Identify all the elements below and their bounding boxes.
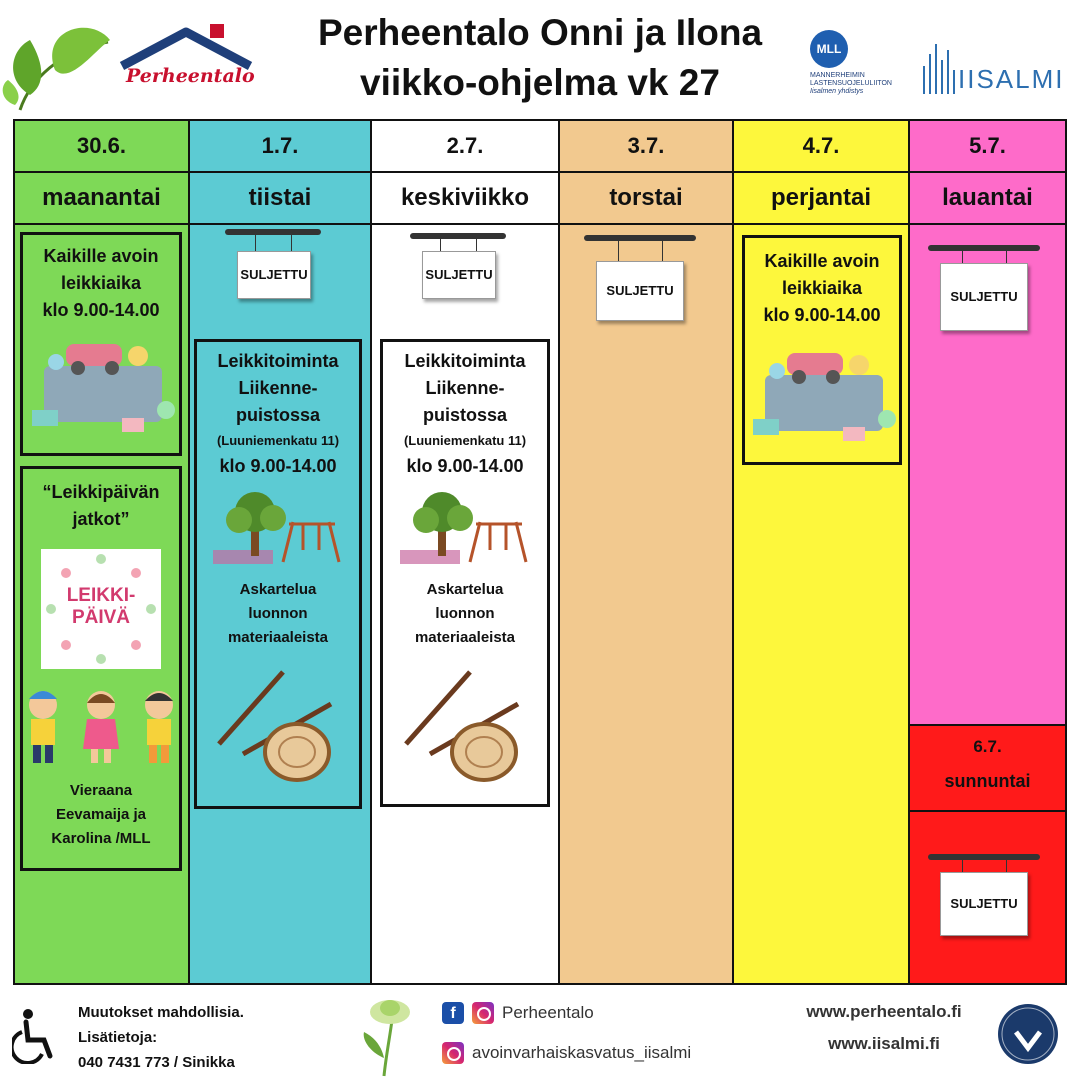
guest-line: Vieraana [69, 782, 133, 799]
instagram-link[interactable] [442, 1042, 691, 1064]
day-column-saturday [910, 121, 1065, 983]
schedule-grid [13, 119, 1067, 985]
closed-label: SULJETTU [422, 251, 496, 299]
facebook-icon: f [442, 1002, 464, 1024]
guest-line: Eevamaija ja [55, 806, 147, 823]
page-title [270, 8, 810, 108]
traffic-park-address: (Luuniemenkatu 11) [216, 433, 340, 448]
branch-log-icon [213, 664, 343, 784]
closed-label: SULJETTU [237, 251, 311, 299]
day-date: 1.7. [190, 121, 370, 173]
traffic-park-time: klo 9.00-14.00 [219, 456, 337, 476]
traffic-park-time: klo 9.00-14.00 [406, 456, 524, 476]
tree-swing-icon [213, 488, 343, 568]
mll-line-2: LASTENSUOJELULIITON [810, 80, 892, 87]
traffic-park-box [194, 339, 362, 809]
traffic-park-title: Leikkitoiminta [404, 351, 526, 371]
title-line-2: viikko-ohjelma vk 27 [360, 62, 720, 103]
contact-line: Lisätietoja: [78, 1029, 158, 1046]
badge-icon [998, 1004, 1058, 1064]
url-iisalmi[interactable]: www.iisalmi.fi [828, 1034, 940, 1053]
tree-swing-icon [400, 488, 530, 568]
sunday-cell [910, 724, 1065, 983]
instagram-label: avoinvarhaiskasvatus_iisalmi [472, 1043, 692, 1062]
closed-sign [928, 245, 1040, 335]
leikkipaiva-line: LEIKKI- [66, 585, 136, 606]
facebook-link[interactable] [442, 1002, 594, 1024]
iisalmi-word: IISALMI [958, 64, 1065, 94]
traffic-park-title: Liikenne- [238, 378, 318, 398]
day-date: 2.7. [372, 121, 558, 173]
toy-box-icon [26, 326, 176, 436]
url-perheentalo[interactable]: www.perheentalo.fi [806, 1002, 962, 1021]
leikkipaiva-logo [41, 549, 161, 669]
branch-log-icon [400, 664, 530, 784]
closed-sign [928, 854, 1040, 944]
mll-line-1: MANNERHEIMIN [810, 72, 865, 79]
continuation-line: jatkot” [72, 509, 130, 529]
facebook-label: Perheentalo [502, 1003, 594, 1022]
crafts-line: materiaaleista [414, 629, 516, 646]
day-name: sunnuntai [944, 771, 1031, 791]
leikkipaiva-line: PÄIVÄ [71, 607, 131, 628]
day-date: 30.6. [15, 121, 188, 173]
crafts-line: luonnon [435, 605, 495, 622]
traffic-park-address: (Luuniemenkatu 11) [403, 433, 527, 448]
day-name: maanantai [15, 173, 188, 225]
day-date: 3.7. [560, 121, 732, 173]
traffic-park-box [380, 339, 550, 807]
day-column-thursday [560, 121, 734, 983]
day-column-wednesday [372, 121, 560, 983]
traffic-park-title: Liikenne- [425, 378, 505, 398]
day-date: 4.7. [734, 121, 908, 173]
traffic-park-title: puistossa [235, 405, 321, 425]
title-line-1: Perheentalo Onni ja Ilona [317, 12, 763, 53]
open-play-line: klo 9.00-14.00 [763, 305, 881, 325]
closed-label: SULJETTU [940, 872, 1028, 936]
guest-line: Karolina /MLL [51, 830, 151, 847]
sunday-header [910, 730, 1065, 812]
city-skyline-icon [918, 36, 958, 96]
continuation-box [20, 466, 182, 871]
day-column-tuesday [190, 121, 372, 983]
crafts-line: materiaaleista [227, 629, 329, 646]
day-date: 5.7. [910, 121, 1065, 173]
open-play-line: klo 9.00-14.00 [42, 300, 160, 320]
crafts-line: Askartelua [426, 581, 504, 598]
flower-icon [354, 996, 424, 1078]
wheelchair-icon [12, 1008, 62, 1064]
contact-line: 040 7431 773 / Sinikka [78, 1054, 235, 1071]
day-name: perjantai [734, 173, 908, 225]
traffic-park-title: Leikkitoiminta [217, 351, 339, 371]
perheentalo-logo [116, 22, 256, 102]
day-name: tiistai [190, 173, 370, 225]
day-name: keskiviikko [372, 173, 558, 225]
day-name: torstai [560, 173, 732, 225]
instagram-icon [472, 1002, 494, 1024]
closed-label: SULJETTU [940, 263, 1028, 331]
open-play-box [742, 235, 902, 465]
open-play-box [20, 232, 182, 456]
open-play-line: leikkiaika [781, 278, 863, 298]
traffic-park-title: puistossa [422, 405, 508, 425]
mll-logo [806, 30, 906, 120]
contact-line: Muutokset mahdollisia. [78, 1004, 244, 1021]
day-column-monday [15, 121, 190, 983]
mll-text [810, 72, 892, 96]
open-play-line: Kaikille avoin [764, 251, 880, 271]
perheentalo-brand: Perheentalo [126, 65, 255, 87]
kids-icon [11, 683, 191, 773]
closed-label: SULJETTU [596, 261, 684, 321]
continuation-line: “Leikkipäivän [42, 482, 160, 502]
closed-sign [584, 235, 696, 325]
day-column-friday [734, 121, 910, 983]
mll-circle: MLL [810, 30, 848, 68]
closed-sign [225, 229, 321, 299]
day-name: lauantai [910, 173, 1065, 225]
crafts-line: luonnon [248, 605, 308, 622]
open-play-line: leikkiaika [60, 273, 142, 293]
mll-line-3: Iisalmen yhdistys [810, 88, 864, 95]
day-date: 6.7. [973, 737, 1002, 756]
toy-box-icon [747, 335, 897, 445]
closed-sign [410, 233, 506, 303]
open-play-line: Kaikille avoin [43, 246, 159, 266]
contact-info [78, 1000, 244, 1075]
crafts-line: Askartelua [239, 581, 317, 598]
leaf-icon [0, 10, 115, 120]
instagram-icon [442, 1042, 464, 1064]
iisalmi-logo [918, 36, 1068, 96]
